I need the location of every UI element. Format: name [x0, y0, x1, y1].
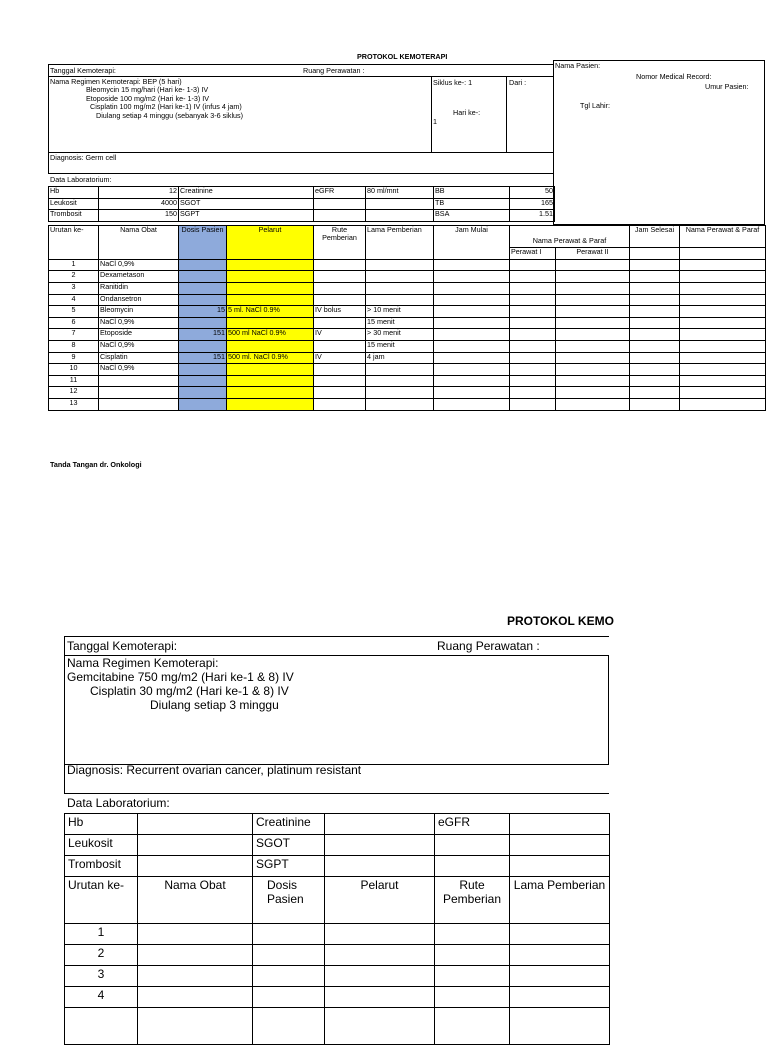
drug-route [314, 387, 366, 399]
drug-solvent [227, 364, 314, 376]
empty-cell [510, 271, 556, 283]
empty-cell [680, 364, 766, 376]
empty-cell [325, 1008, 435, 1045]
drug-row [49, 306, 766, 318]
drug-row [49, 398, 766, 410]
drug-row [65, 924, 610, 945]
form2-regimen-line-1: Gemcitabine 750 mg/m2 (Hari ke-1 & 8) IV [67, 670, 294, 684]
lab-label-a: Leukosit [65, 835, 138, 856]
drug-row [49, 364, 766, 376]
form2-table [64, 813, 610, 1045]
form1-diagnosis-box [48, 152, 554, 174]
form1-lab-title: Data Laboratorium: [50, 175, 112, 184]
row-number: 3 [49, 282, 99, 294]
drug-route: IV [314, 352, 366, 364]
protocol-form-1 [0, 0, 768, 440]
empty-cell [434, 364, 510, 376]
empty-cell [434, 398, 510, 410]
empty-cell [434, 340, 510, 352]
empty-cell [556, 306, 630, 318]
lab-value-a: 12 [99, 187, 179, 199]
form1-tgl-lahir-label: Tgl Lahir: [580, 101, 610, 110]
drug-solvent [227, 294, 314, 306]
empty-cell [510, 945, 610, 966]
form2-title: PROTOKOL KEMO [507, 614, 614, 628]
empty-cell [510, 294, 556, 306]
form1-nomor-mr-label: Nomor Medical Record: [636, 72, 712, 81]
drug-row [65, 1008, 610, 1045]
empty-cell [630, 271, 680, 283]
form1-hari-value: 1 [433, 117, 437, 126]
empty-cell [138, 1008, 253, 1045]
empty-cell [680, 317, 766, 329]
empty-cell [510, 329, 556, 341]
empty-cell [680, 306, 766, 318]
header-jam-mulai: Jam Mulai [434, 226, 510, 260]
header-urutan: Urutan ke- [49, 226, 99, 260]
form1-diagnosis: Diagnosis: Germ cell [50, 153, 117, 162]
drug-dose [179, 387, 227, 399]
drug-dose: 15 [179, 306, 227, 318]
drug-dose [179, 294, 227, 306]
lab-value-d: 165 [510, 198, 555, 210]
lab-label-d: BB [434, 187, 510, 199]
empty-cell [435, 924, 510, 945]
row-number: 12 [49, 387, 99, 399]
drug-dose [179, 317, 227, 329]
empty-cell [434, 352, 510, 364]
empty-cell [434, 282, 510, 294]
lab-value-c [510, 856, 610, 877]
lab-value-b [325, 856, 435, 877]
empty-cell [680, 375, 766, 387]
lab-label-a: Hb [65, 814, 138, 835]
drug-route [314, 282, 366, 294]
row-number: 13 [49, 398, 99, 410]
header-nama-obat: Nama Obat [138, 877, 253, 924]
empty-cell [510, 398, 556, 410]
empty-cell [556, 387, 630, 399]
form1-ruang-label: Ruang Perawatan : [303, 66, 365, 75]
form2-diagnosis-leftline [64, 765, 65, 793]
row-number [65, 1008, 138, 1045]
lab-value-c [510, 814, 610, 835]
lab-row [49, 187, 555, 199]
drug-row [49, 340, 766, 352]
drug-route: IV bolus [314, 306, 366, 318]
drug-row [65, 945, 610, 966]
header-nama-obat: Nama Obat [99, 226, 179, 260]
lab-label-c: eGFR [314, 187, 366, 199]
lab-value-c [366, 198, 434, 210]
drug-row [49, 329, 766, 341]
drug-dose [179, 340, 227, 352]
header-rute: Rute Pemberian [435, 877, 510, 924]
empty-cell [556, 259, 630, 271]
header-row [65, 877, 610, 924]
drug-name: NaCl 0,9% [99, 340, 179, 352]
empty-cell [680, 387, 766, 399]
empty-cell [510, 1008, 610, 1045]
empty-cell [630, 364, 680, 376]
drug-solvent: 500 ml. NaCl 0.9% [227, 352, 314, 364]
header-lama: Lama Pemberian [510, 877, 610, 924]
row-number: 1 [65, 924, 138, 945]
header-perawat-2: Perawat II [556, 248, 630, 260]
empty-cell [680, 282, 766, 294]
empty-cell [556, 294, 630, 306]
drug-duration: > 30 menit [366, 329, 434, 341]
empty-cell [510, 282, 556, 294]
drug-solvent: 500 ml NaCl 0.9% [227, 329, 314, 341]
empty-cell [435, 945, 510, 966]
empty-cell [253, 945, 325, 966]
lab-value-c [510, 835, 610, 856]
drug-solvent [227, 375, 314, 387]
drug-row [49, 387, 766, 399]
drug-dose [179, 271, 227, 283]
empty-cell [435, 966, 510, 987]
form1-dari-label: Dari : [509, 78, 527, 87]
empty-cell [630, 352, 680, 364]
drug-route [314, 398, 366, 410]
empty-cell [510, 317, 556, 329]
empty-cell [253, 1008, 325, 1045]
empty-cell [434, 294, 510, 306]
lab-label-a: Trombosit [65, 856, 138, 877]
empty-cell [630, 317, 680, 329]
drug-row [65, 987, 610, 1008]
empty-cell [630, 329, 680, 341]
empty-cell [138, 945, 253, 966]
drug-name: Ranitidin [99, 282, 179, 294]
drug-row [49, 317, 766, 329]
empty-cell [680, 259, 766, 271]
drug-duration: > 10 menit [366, 306, 434, 318]
empty-cell [435, 1008, 510, 1045]
form1-regimen-line-4: Diulang setiap 4 minggu (sebanyak 3-6 siklus) [96, 111, 244, 120]
empty-cell [138, 966, 253, 987]
drug-solvent [227, 398, 314, 410]
drug-duration: 4 jam [366, 352, 434, 364]
lab-value-a: 150 [99, 210, 179, 222]
drug-name: NaCl 0,9% [99, 259, 179, 271]
lab-label-c [314, 198, 366, 210]
drug-name [99, 387, 179, 399]
row-number: 5 [49, 306, 99, 318]
empty-cell [680, 352, 766, 364]
drug-name [99, 375, 179, 387]
empty-cell [630, 259, 680, 271]
form1-regimen-line-0: Nama Regimen Kemoterapi: BEP (5 hari) [50, 77, 182, 86]
drug-name: Etoposide [99, 329, 179, 341]
empty-cell [630, 375, 680, 387]
empty-cell [325, 987, 435, 1008]
drug-duration: 15 menit [366, 317, 434, 329]
form2-divider [64, 793, 609, 794]
header-jam-selesai-empty [630, 248, 680, 260]
drug-route [314, 294, 366, 306]
empty-cell [138, 924, 253, 945]
lab-row [49, 198, 555, 210]
drug-route [314, 317, 366, 329]
header-nama-perawat-2: Nama Perawat & Paraf [680, 226, 766, 248]
drug-solvent [227, 259, 314, 271]
empty-cell [630, 340, 680, 352]
protocol-form-2 [0, 600, 768, 1024]
drug-row [49, 294, 766, 306]
drug-dose: 151 [179, 329, 227, 341]
signature-label: Tanda Tangan dr. Onkologi [50, 460, 142, 469]
row-number: 2 [49, 271, 99, 283]
row-number: 4 [49, 294, 99, 306]
empty-cell [253, 966, 325, 987]
empty-cell [680, 340, 766, 352]
lab-value-d: 50 [510, 187, 555, 199]
row-number: 7 [49, 329, 99, 341]
form2-regimen-line-3: Diulang setiap 3 minggu [150, 698, 279, 712]
lab-label-d: TB [434, 198, 510, 210]
lab-label-c [314, 210, 366, 222]
empty-cell [510, 340, 556, 352]
drug-name: Dexametason [99, 271, 179, 283]
drug-dose: 151 [179, 352, 227, 364]
drug-row [65, 966, 610, 987]
lab-label-c: eGFR [435, 814, 510, 835]
empty-cell [630, 306, 680, 318]
form1-regimen-line-2: Etoposide 100 mg/m2 (Hari ke- 1-3) IV [86, 94, 210, 103]
drug-name [99, 398, 179, 410]
lab-row [65, 814, 610, 835]
empty-cell [510, 966, 610, 987]
lab-label-a: Hb [49, 187, 99, 199]
empty-cell [556, 375, 630, 387]
row-number: 4 [65, 987, 138, 1008]
drug-duration [366, 387, 434, 399]
header-dosis: Dosis Pasien [253, 877, 325, 924]
row-number: 11 [49, 375, 99, 387]
drug-duration [366, 259, 434, 271]
empty-cell [434, 271, 510, 283]
row-number: 1 [49, 259, 99, 271]
drug-name: Bleomycin [99, 306, 179, 318]
drug-row [49, 259, 766, 271]
empty-cell [556, 364, 630, 376]
drug-dose [179, 398, 227, 410]
lab-value-d: 1.51 [510, 210, 555, 222]
empty-cell [556, 398, 630, 410]
row-number: 9 [49, 352, 99, 364]
drug-duration [366, 375, 434, 387]
drug-duration [366, 364, 434, 376]
empty-cell [510, 987, 610, 1008]
empty-cell [630, 294, 680, 306]
header-lama: Lama Pemberian [366, 226, 434, 260]
empty-cell [556, 317, 630, 329]
empty-cell [556, 352, 630, 364]
drug-solvent [227, 387, 314, 399]
lab-value-a [138, 814, 253, 835]
form1-title: PROTOKOL KEMOTERAPI [357, 52, 448, 61]
empty-cell [680, 271, 766, 283]
form1-drug-table [48, 225, 766, 411]
empty-cell [510, 259, 556, 271]
empty-cell [434, 306, 510, 318]
form1-tanggal-label: Tanggal Kemoterapi: [50, 66, 116, 75]
header-pelarut: Pelarut [325, 877, 435, 924]
form2-regimen-line-2: Cisplatin 30 mg/m2 (Hari ke-1 & 8) IV [90, 684, 289, 698]
drug-dose [179, 364, 227, 376]
empty-cell [556, 340, 630, 352]
drug-dose [179, 259, 227, 271]
form2-regimen-line-0: Nama Regimen Kemoterapi: [67, 656, 219, 670]
header-rute: Rute Pemberian [314, 226, 366, 260]
empty-cell [138, 987, 253, 1008]
empty-cell [510, 387, 556, 399]
lab-label-a: Trombosit [49, 210, 99, 222]
header-nama-perawat [510, 226, 630, 237]
empty-cell [680, 329, 766, 341]
form2-lab-title: Data Laboratorium: [67, 796, 170, 810]
lab-value-a [138, 835, 253, 856]
lab-label-b: SGPT [253, 856, 325, 877]
lab-value-c [366, 210, 434, 222]
drug-dose [179, 375, 227, 387]
drug-name: NaCl 0,9% [99, 317, 179, 329]
drug-name: Cisplatin [99, 352, 179, 364]
lab-row [65, 856, 610, 877]
lab-label-a: Leukosit [49, 198, 99, 210]
lab-value-c: 80 ml/mnt [366, 187, 434, 199]
header-pelarut: Pelarut [227, 226, 314, 260]
drug-route [314, 271, 366, 283]
lab-label-b: SGOT [253, 835, 325, 856]
lab-label-b: SGOT [179, 198, 314, 210]
row-number: 2 [65, 945, 138, 966]
empty-cell [434, 375, 510, 387]
empty-cell [680, 294, 766, 306]
empty-cell [510, 375, 556, 387]
drug-duration: 15 menit [366, 340, 434, 352]
drug-solvent [227, 340, 314, 352]
header-jam-selesai: Jam Selesai [630, 226, 680, 248]
lab-row [65, 835, 610, 856]
form1-siklus-label: Siklus ke-: 1 [433, 78, 473, 87]
lab-value-b [325, 814, 435, 835]
header-dosis: Dosis Pasien [179, 226, 227, 260]
drug-duration [366, 294, 434, 306]
empty-cell [510, 364, 556, 376]
drug-route [314, 259, 366, 271]
empty-cell [434, 329, 510, 341]
empty-cell [253, 924, 325, 945]
row-number: 8 [49, 340, 99, 352]
drug-solvent [227, 282, 314, 294]
empty-cell [434, 387, 510, 399]
empty-cell [434, 317, 510, 329]
empty-cell [510, 306, 556, 318]
lab-label-d: BSA [434, 210, 510, 222]
empty-cell [435, 987, 510, 1008]
lab-value-b [325, 835, 435, 856]
lab-label-b: SGPT [179, 210, 314, 222]
lab-value-a: 4000 [99, 198, 179, 210]
form2-diagnosis: Diagnosis: Recurrent ovarian cancer, platinum resistant [67, 763, 362, 777]
empty-cell [510, 352, 556, 364]
drug-route [314, 364, 366, 376]
empty-cell [680, 398, 766, 410]
drug-duration [366, 282, 434, 294]
drug-route [314, 340, 366, 352]
empty-cell [325, 945, 435, 966]
row-number: 10 [49, 364, 99, 376]
lab-label-c [435, 835, 510, 856]
drug-solvent [227, 317, 314, 329]
lab-label-c [435, 856, 510, 877]
lab-label-b: Creatinine [179, 187, 314, 199]
form1-nama-pasien-label: Nama Pasien: [555, 61, 601, 70]
empty-cell [510, 924, 610, 945]
form1-dari-box [506, 76, 554, 153]
header-perawat-1: Perawat I [510, 248, 556, 260]
empty-cell [325, 966, 435, 987]
form1-lab-table [48, 186, 555, 222]
row-number: 3 [65, 966, 138, 987]
drug-name: NaCl 0,9% [99, 364, 179, 376]
form1-umur-label: Umur Pasien: [705, 82, 749, 91]
empty-cell [325, 924, 435, 945]
header-urutan: Urutan ke- [65, 877, 138, 924]
drug-row [49, 282, 766, 294]
drug-solvent: 5 ml. NaCl 0.9% [227, 306, 314, 318]
empty-cell [556, 329, 630, 341]
form1-regimen-line-3: Cisplatin 100 mg/m2 (Hari ke-1) IV (infus 4 jam) [90, 102, 242, 111]
lab-label-b: Creatinine [253, 814, 325, 835]
empty-cell [630, 387, 680, 399]
drug-name: Ondansetron [99, 294, 179, 306]
empty-cell [253, 987, 325, 1008]
form2-ruang-label: Ruang Perawatan : [437, 639, 540, 653]
header-nama-perawat-2-empty [680, 248, 766, 260]
drug-dose [179, 282, 227, 294]
header-nama-perawat-label: Nama Perawat & Paraf [510, 237, 630, 248]
empty-cell [556, 271, 630, 283]
drug-duration [366, 398, 434, 410]
lab-row [49, 210, 555, 222]
row-number: 6 [49, 317, 99, 329]
drug-solvent [227, 271, 314, 283]
drug-duration [366, 271, 434, 283]
empty-cell [556, 282, 630, 294]
drug-route: IV [314, 329, 366, 341]
lab-value-a [138, 856, 253, 877]
empty-cell [630, 282, 680, 294]
form1-hari-label: Hari ke-: [453, 108, 481, 117]
drug-row [49, 271, 766, 283]
empty-cell [434, 259, 510, 271]
empty-cell [630, 398, 680, 410]
form1-regimen-line-1: Bleomycin 15 mg/hari (Hari ke- 1-3) IV [86, 85, 209, 94]
drug-row [49, 352, 766, 364]
drug-row [49, 375, 766, 387]
form2-tanggal-label: Tanggal Kemoterapi: [67, 639, 178, 653]
drug-route [314, 375, 366, 387]
